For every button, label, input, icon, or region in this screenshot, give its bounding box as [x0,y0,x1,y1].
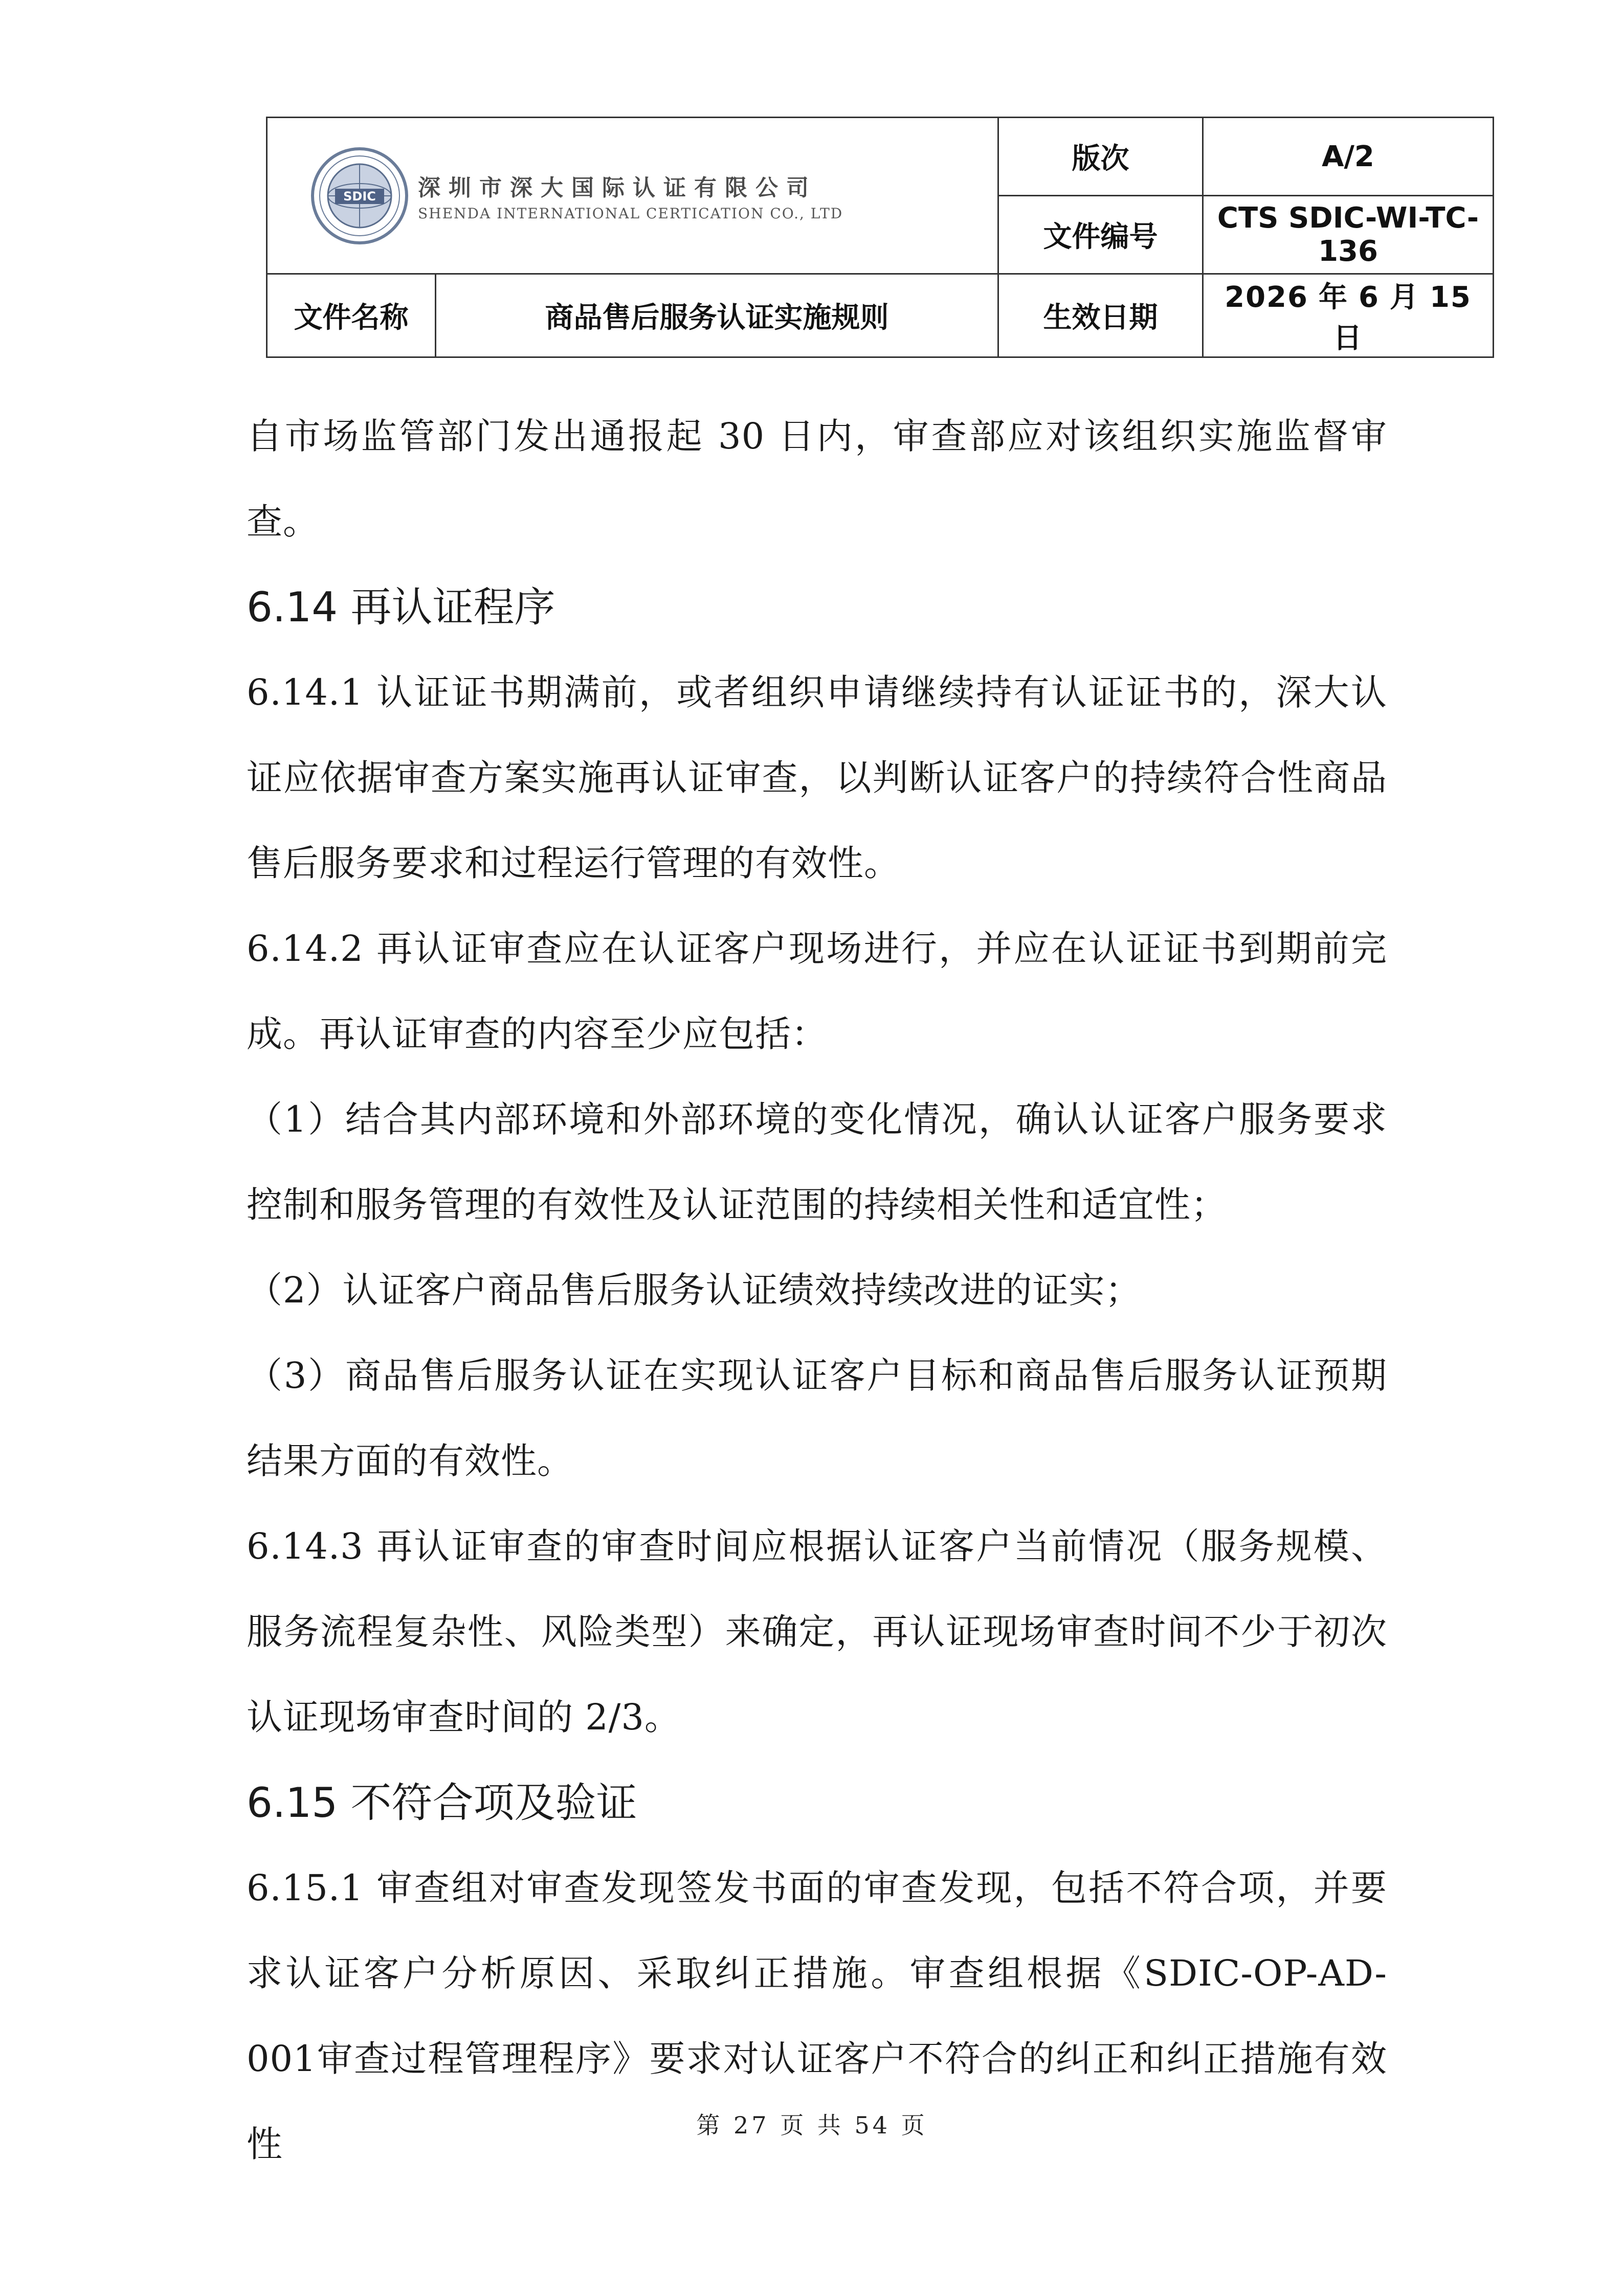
effective-month-unit: 月 [1389,281,1419,314]
effective-date-value [1203,274,1494,357]
company-name-cn: 深圳市深大国际认证有限公司 [418,175,817,201]
doc-name-label: 文件名称 [267,274,436,357]
effective-day: 15 [1429,281,1472,314]
effective-year-unit: 年 [1318,281,1348,314]
list-item-3: （3）商品售后服务认证在实现认证客户目标和商品售后服务认证预期结果方面的有效性。 [247,1355,1387,1482]
paragraph-6-14-2: 6.14.2 再认证审查应在认证客户现场进行，并应在认证证书到期前完成。再认证审查的内容至少应包括： [247,928,1387,1055]
page-number-footer [0,2107,1624,2141]
version-label: 版次 [998,118,1203,196]
effective-month: 6 [1358,281,1380,314]
company-logo-cell [267,118,998,274]
document-body [247,394,1387,2187]
doc-number-value: CTS SDIC-WI-TC-136 [1203,196,1494,274]
page-current: 27 [733,2111,770,2139]
section-heading-6-15: 6.15 不符合项及验证 [247,1779,637,1827]
seal-logo-text: SDIC [343,189,376,204]
section-heading-6-14: 6.14 再认证程序 [247,583,555,631]
paragraph-6-15-1: 6.15.1 审查组对审查发现签发书面的审查发现，包括不符合项，并要求认证客户分析原因、采取纠正措施。审查组根据《SDIC-OP-AD-001审查过程管理程序》要求对认证客户不符合的纠正和纠正措施有效性 [247,1867,1387,2165]
doc-number-label: 文件编号 [998,196,1203,274]
paragraph-continuation: 自市场监管部门发出通报起 30 日内，审查部应对该组织实施监督审查。 [247,415,1387,543]
effective-year: 2026 [1225,281,1308,314]
company-name-en: SHENDA INTERNATIONAL CERTICATION CO., LTD [418,205,843,222]
document-header-table [266,117,1494,358]
page-prefix: 第 [696,2111,723,2139]
page-mid: 页 共 [780,2111,844,2139]
paragraph-6-14-3: 6.14.3 再认证审查的审查时间应根据认证客户当前情况（服务规模、服务流程复杂性、风险类型）来确定，再认证现场审查时间不少于初次认证现场审查时间的 2/3。 [247,1525,1387,1738]
page-suffix: 页 [901,2111,928,2139]
effective-day-unit: 日 [1333,322,1363,355]
page-total: 54 [854,2111,891,2139]
version-value: A/2 [1203,118,1494,196]
effective-date-label: 生效日期 [998,274,1203,357]
paragraph-6-14-1: 6.14.1 认证证书期满前，或者组织申请继续持有认证证书的，深大认证应依据审查方案实施再认证审查，以判断认证客户的持续符合性商品售后服务要求和过程运行管理的有效性。 [247,671,1387,884]
doc-name-value: 商品售后服务认证实施规则 [436,274,998,357]
company-seal-icon [308,145,411,247]
list-item-1: （1）结合其内部环境和外部环境的变化情况，确认认证客户服务要求控制和服务管理的有效性及认证范围的持续相关性和适宜性； [247,1098,1387,1226]
list-item-2: （2）认证客户商品售后服务认证绩效持续改进的证实； [247,1269,1142,1311]
